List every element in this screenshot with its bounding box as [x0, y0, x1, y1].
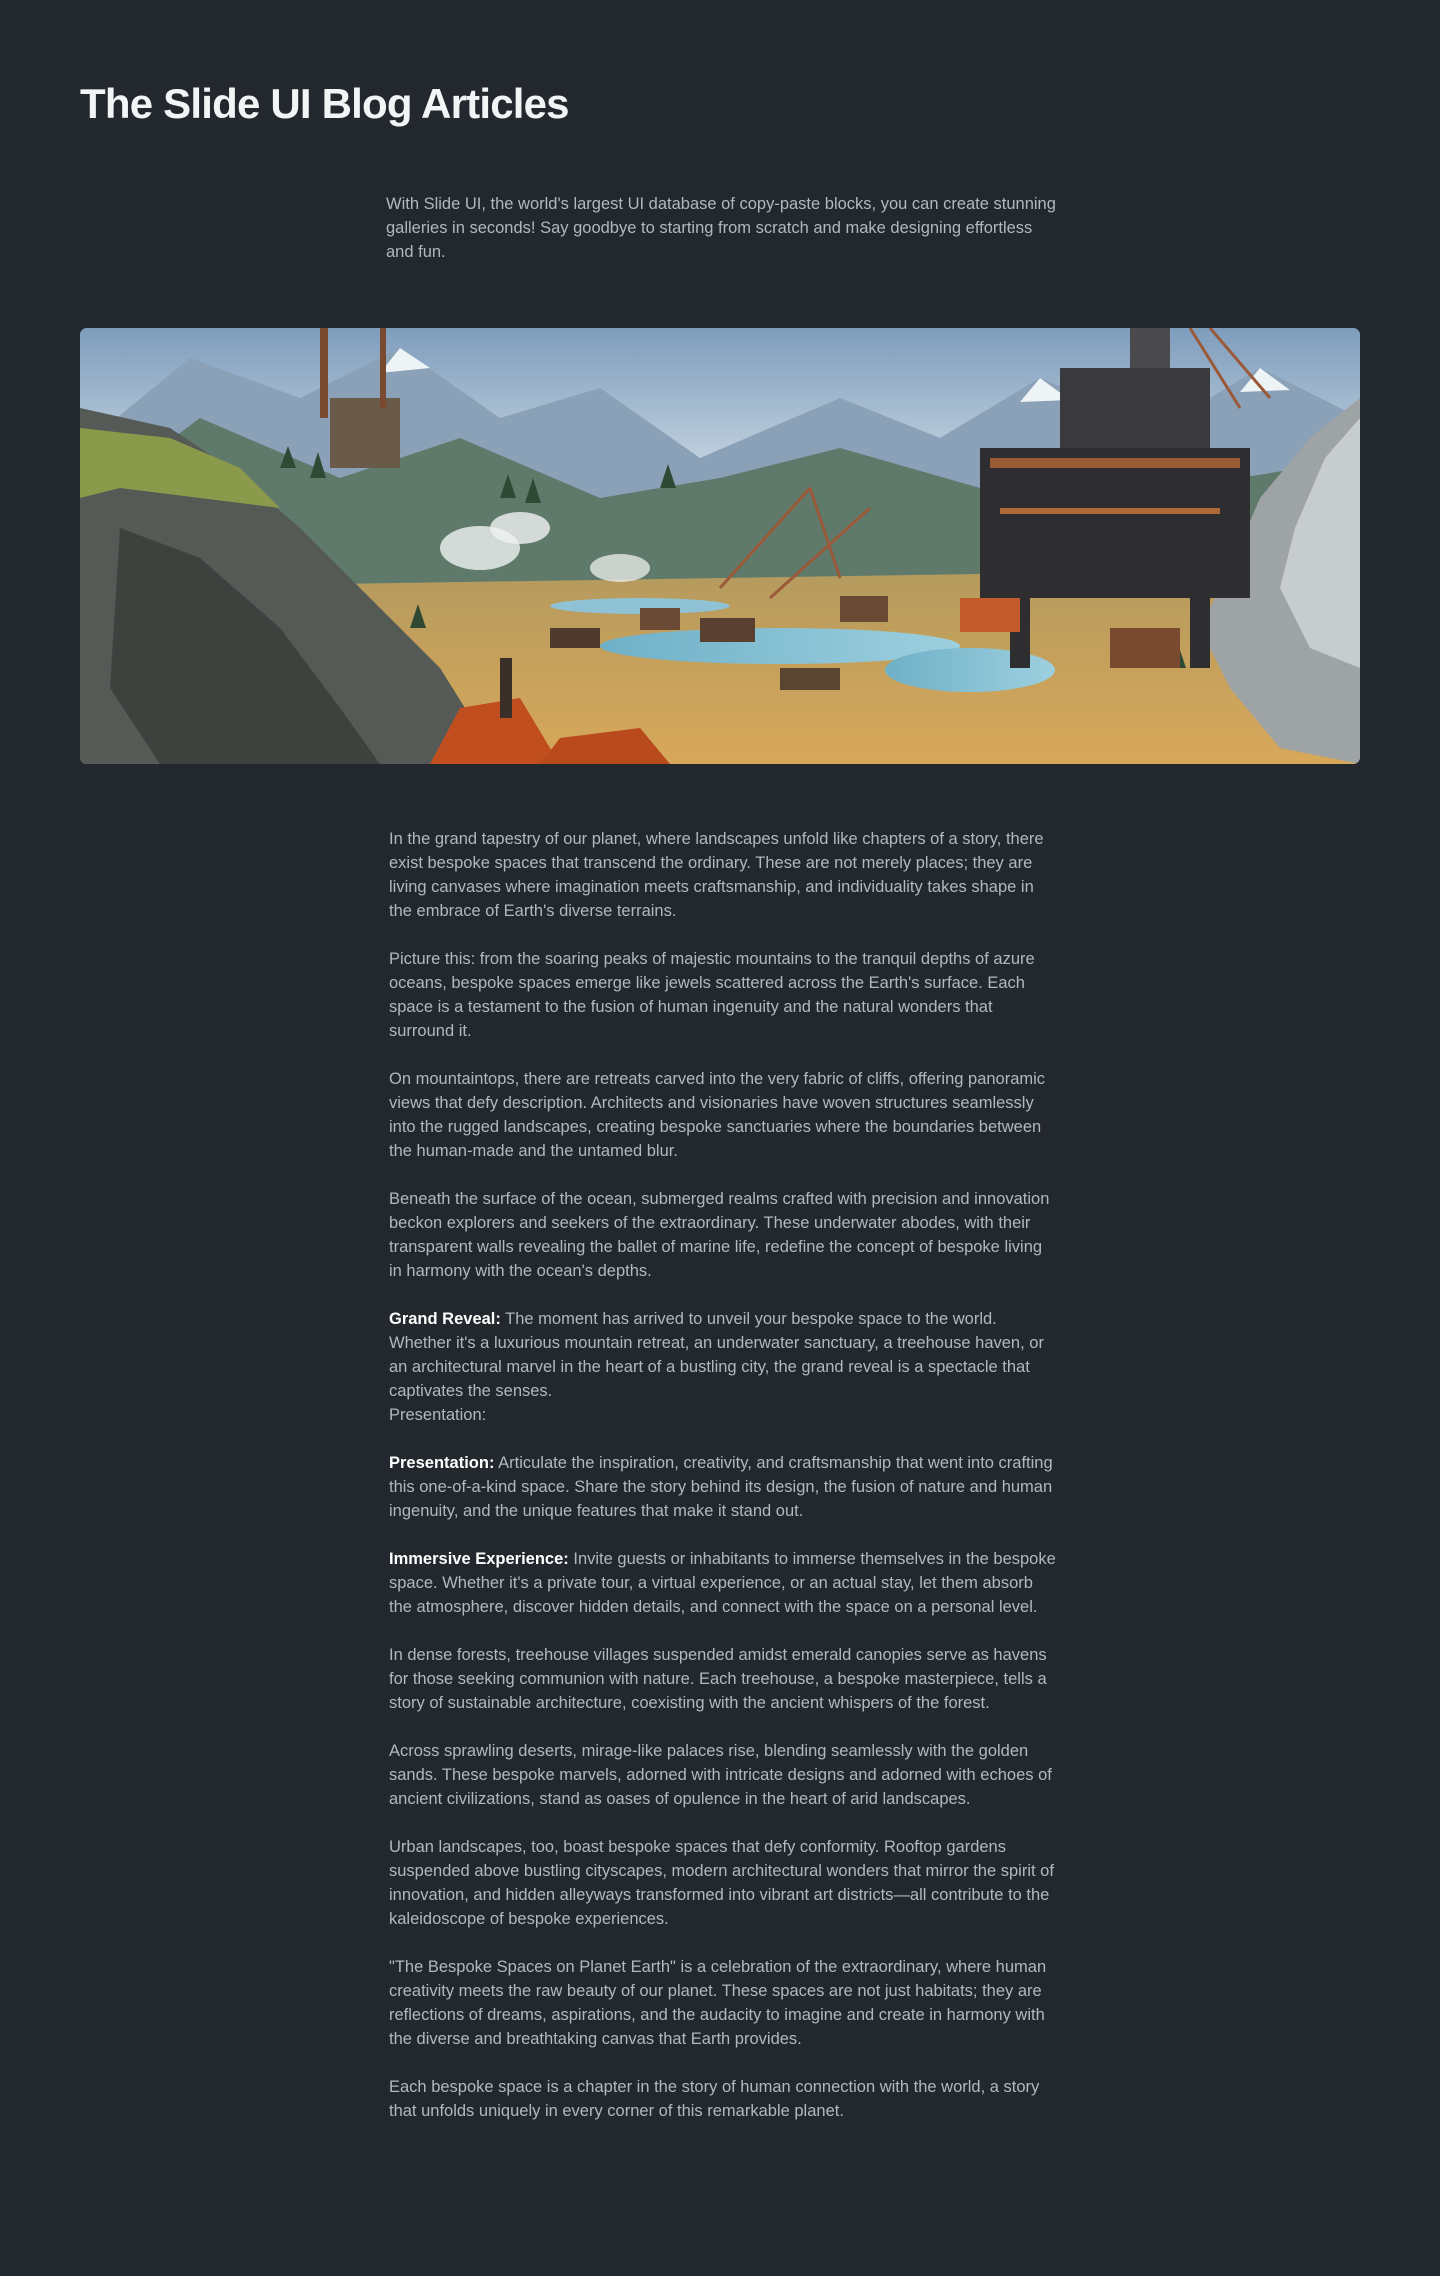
grand-reveal-text: The moment has arrived to unveil your bespoke space to the world. Whether it's a luxurious mountain retreat, an underwater sanctuary, a treehouse haven, or an architectural marvel in the heart of a bustling city, the grand reveal is a spectacle that captivates the senses.	[389, 1310, 1044, 1400]
article-paragraph: Urban landscapes, too, boast bespoke spaces that defy conformity. Rooftop gardens suspended above bustling cityscapes, modern architectural wonders that mirror the spirit of innovation, and hidden alleyways transformed into vibrant art districts—all contribute to the kaleidoscope of bespoke experiences.	[389, 1838, 1054, 1928]
grand-reveal-trailing: Presentation:	[389, 1406, 487, 1424]
article-paragraph: In the grand tapestry of our planet, where landscapes unfold like chapters of a story, there exist bespoke spaces that transcend the ordinary. These are not merely places; they are living canvases where imagination meets craftsmanship, and individuality takes shape in the embrace of Earth's diverse terrains.	[389, 830, 1044, 920]
hero-illustration	[80, 328, 1360, 764]
article-paragraph: On mountaintops, there are retreats carved into the very fabric of cliffs, offering panoramic views that defy description. Architects and visionaries have woven structures seamlessly into the rugged landscapes, creating bespoke sanctuaries where the boundaries between the human-made and the untamed blur.	[389, 1070, 1046, 1160]
article-paragraph: Picture this: from the soaring peaks of majestic mountains to the tranquil depths of azure oceans, bespoke spaces emerge like jewels scattered across the Earth's surface. Each space is a testament to the fusion of human ingenuity and the natural wonders that surround it.	[389, 950, 1035, 1040]
immersive-label: Immersive Experience:	[389, 1550, 569, 1568]
article-body	[389, 827, 1059, 2147]
immersive-paragraph	[389, 1547, 1059, 1619]
page-title: The Slide UI Blog Articles	[80, 80, 569, 127]
presentation-paragraph	[389, 1451, 1059, 1523]
article-paragraph: In dense forests, treehouse villages suspended amidst emerald canopies serve as havens for those seeking communion with nature. Each treehouse, a bespoke masterpiece, tells a story of sustainable architecture, coexisting with the ancient whispers of the forest.	[389, 1646, 1047, 1712]
article-paragraph: "The Bespoke Spaces on Planet Earth" is a celebration of the extraordinary, where human creativity meets the raw beauty of our planet. These spaces are not just habitats; they are reflections of dreams, aspirations, and the audacity to imagine and create in harmony with the diverse and breathtaking canvas that Earth provides.	[389, 1958, 1047, 2048]
grand-reveal-label: Grand Reveal:	[389, 1310, 501, 1328]
intro-text: With Slide UI, the world's largest UI database of copy-paste blocks, you can create stunning galleries in seconds! Say goodbye to starting from scratch and make designing effortless and fun.	[386, 195, 1056, 261]
presentation-label: Presentation:	[389, 1454, 495, 1472]
article-paragraph: Across sprawling deserts, mirage-like palaces rise, blending seamlessly with the golden sands. These bespoke marvels, adorned with intricate designs and adorned with echoes of ancient civilizations, stand as oases of opulence in the heart of arid landscapes.	[389, 1742, 1052, 1808]
article-paragraph: Beneath the surface of the ocean, submerged realms crafted with precision and innovation beckon explorers and seekers of the extraordinary. These underwater abodes, with their transparent walls revealing the ballet of marine life, redefine the concept of bespoke living in harmony with the ocean's depths.	[389, 1190, 1050, 1280]
hero-image	[80, 328, 1360, 764]
immersive-text: Invite guests or inhabitants to immerse themselves in the bespoke space. Whether it's a private tour, a virtual experience, or an actual stay, let them absorb the atmosphere, discover hidden details, and connect with the space on a personal level.	[389, 1550, 1056, 1616]
grand-reveal-paragraph	[389, 1307, 1059, 1427]
presentation-text: Articulate the inspiration, creativity, and craftsmanship that went into crafting this one-of-a-kind space. Share the story behind its design, the fusion of nature and human ingenuity, and the unique features that make it stand out.	[389, 1454, 1053, 1520]
article-paragraph: Each bespoke space is a chapter in the story of human connection with the world, a story that unfolds uniquely in every corner of this remarkable planet.	[389, 2078, 1040, 2120]
